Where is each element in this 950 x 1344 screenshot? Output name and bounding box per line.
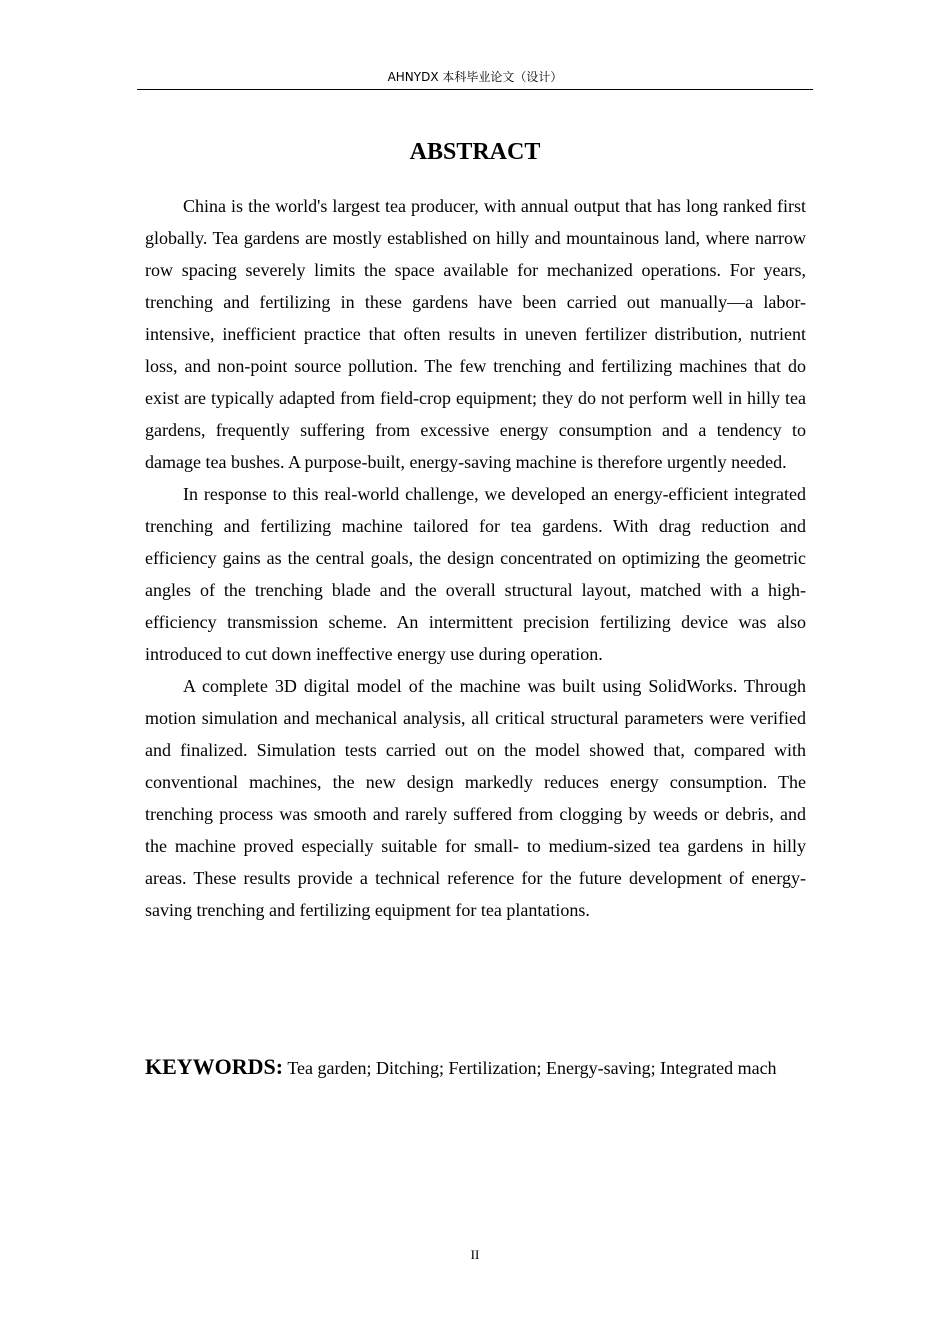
keywords-text: Tea garden; Ditching; Fertilization; Energy-saving; Integrated mach [287, 1058, 777, 1078]
abstract-paragraph-2: In response to this real-world challenge, we developed an energy-efficient integrated trenching and fertilizing machine tailored for tea gardens. With drag reduction and efficiency gains as the central goals, the design concentrated on optimizing the geometric angles of the trenching blade and the overall structural layout, matched with a high-efficiency transmission scheme. An intermittent precision fertilizing device was also introduced to cut down ineffective energy use during operation. [145, 484, 806, 664]
page-number: II [470, 1247, 480, 1262]
abstract-title: ABSTRACT [409, 139, 541, 165]
keywords-line [145, 1051, 806, 1084]
keywords-label: KEYWORDS: [145, 1054, 284, 1079]
page-header [137, 66, 813, 90]
abstract-paragraph-3: A complete 3D digital model of the machine was built using SolidWorks. Through motion simulation and mechanical analysis, all critical structural parameters were verified and finalized. Simulation tests carried out on the model showed that, compared with conventional machines, the new design markedly reduces energy consumption. The trenching process was smooth and rarely suffered from clogging by weeds or debris, and the machine proved especially suitable for small- to medium-sized tea gardens in hilly areas. These results provide a technical reference for the future development of energy-saving trenching and fertilizing equipment for tea plantations. [145, 676, 806, 920]
running-title: AHNYDX 本科毕业论文（设计） [387, 70, 563, 84]
abstract-body [145, 190, 806, 926]
abstract-paragraph-1: China is the world's largest tea producer, with annual output that has long ranked first globally. Tea gardens are mostly established on hilly and mountainous land, where narrow row spacing severely limits the space available for mechanized operations. For years, trenching and fertilizing in these gardens have been carried out manually—a labor-intensive, inefficient practice that often results in uneven fertilizer distribution, nutrient loss, and non-point source pollution. The few trenching and fertilizing machines that do exist are typically adapted from field-crop equipment; they do not perform well in hilly tea gardens, frequently suffering from excessive energy consumption and a tendency to damage tea bushes. A purpose-built, energy-saving machine is therefore urgently needed. [145, 196, 806, 472]
